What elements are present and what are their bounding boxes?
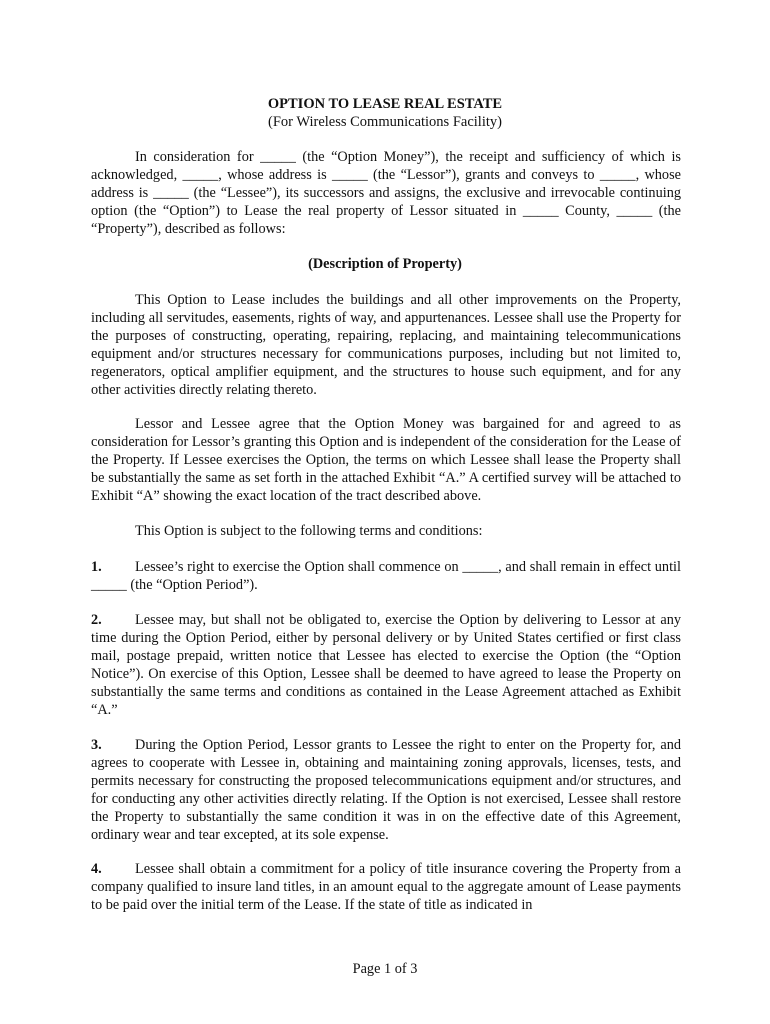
clause-4	[91, 860, 681, 914]
clause-text: During the Option Period, Lessor grants to Lessee the right to enter on the Property for, and agrees to cooperate with Lessee in, obtaining and maintaining zoning approvals, licenses, tests, and permits necessary for constructing the proposed telecommunications equipment and/or structures, and for conducting any other activities directly relating. If the Option is not exercised, Lessee shall restore the Property to substantially the same condition it was in on the effective date of this Agreement, ordinary wear and tear excepted, at its sole expense.	[91, 737, 681, 843]
clause-number: 1.	[91, 559, 102, 575]
clause-3	[91, 736, 681, 844]
clause-number: 3.	[91, 737, 102, 753]
option-money-paragraph: Lessor and Lessee agree that the Option Money was bargained for and agreed to as consideration for Lessor’s granting this Option and is independent of the consideration for the Lease of the Property. If Lessee exercises the Option, the terms on which Lessee shall lease the Property shall be substantially the same as set forth in the attached Exhibit “A.” A certified survey will be attached to Exhibit “A” showing the exact location of the tract described above.	[91, 416, 681, 504]
scope-paragraph: This Option to Lease includes the buildings and all other improvements on the Property, including all servitudes, easements, rights of way, and appurtenances. Lessee shall use the Property for the purposes of constructing, operating, repairing, replacing, and maintaining telecommunications equipment and/or structures necessary for communications purposes, including but not limited to, regenerators, optical amplifier equipment, and the structures to house such equipment, and for any other activities directly relating thereto.	[91, 292, 681, 398]
clause-text: Lessee may, but shall not be obligated to, exercise the Option by delivering to Lessor at any time during the Option Period, either by personal delivery or by United States certified or first class mail, postage prepaid, written notice that Lessee has elected to exercise the Option (the “Option Notice”). On exercise of this Option, Lessee shall be deemed to have agreed to lease the Property on substantially the same terms and conditions as contained in the Lease Agreement attached as Exhibit “A.”	[91, 612, 681, 718]
clause-text: Lessee shall obtain a commitment for a policy of title insurance covering the Property from a company qualified to insure land titles, in an amount equal to the aggregate amount of Lease payments to be paid over the initial term of the Lease. If the state of title as indicated in	[91, 861, 681, 913]
clause-2	[91, 611, 681, 719]
page-footer: Page 1 of 3	[352, 961, 418, 977]
clause-text: Lessee’s right to exercise the Option shall commence on _____, and shall remain in effect until _____ (the “Option Period”).	[91, 559, 681, 593]
terms-intro-paragraph: This Option is subject to the following terms and conditions:	[135, 523, 483, 539]
property-heading: (Description of Property)	[308, 256, 462, 272]
intro-paragraph: In consideration for _____ (the “Option Money”), the receipt and sufficiency of which is acknowledged, _____, whose address is _____ (the “Lessor”), grants and conveys to _____, whose address is _____ (the “Lessee”), its successors and assigns, the exclusive and irrevocable continuing option (the “Option”) to Lease the real property of Lessor situated in _____ County, _____ (the “Property”), described as follows:	[91, 149, 681, 237]
clause-1	[91, 558, 681, 594]
clause-number: 4.	[91, 861, 102, 877]
document-subtitle: (For Wireless Communications Facility)	[268, 114, 502, 130]
clause-number: 2.	[91, 612, 102, 628]
document-title: OPTION TO LEASE REAL ESTATE	[267, 96, 503, 112]
